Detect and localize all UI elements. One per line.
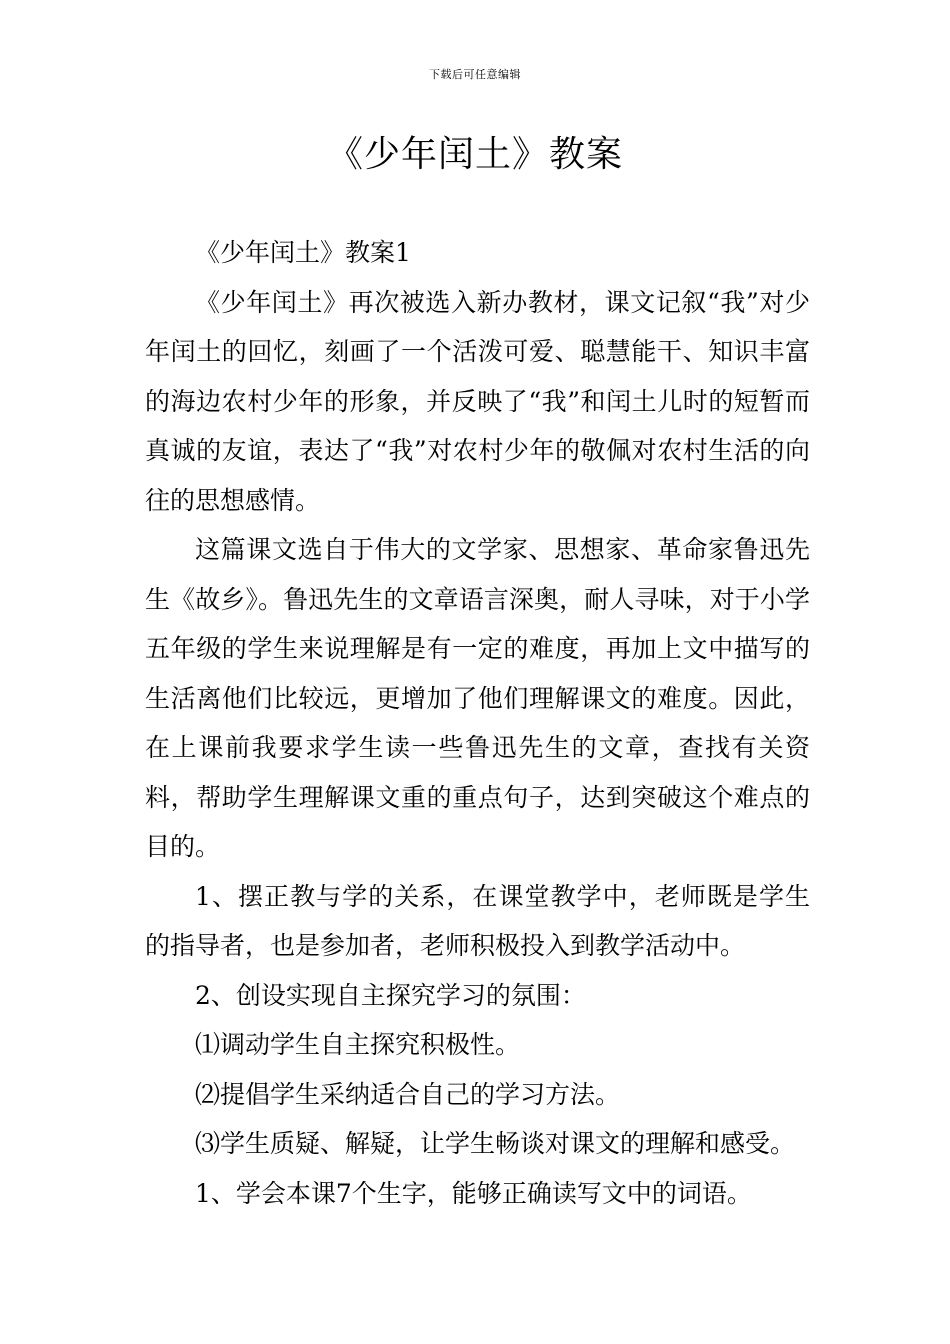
paragraph-subpoint-1: ⑴调动学生自主探究积极性。 [195,1030,521,1059]
paragraph-intro: 《少年闰土》再次被选入新办教材，课文记叙“我”对少年闰土的回忆，刻画了一个活泼可爱、聪慧能干、知识丰富的海边农村少年的形象，并反映了“我”和闰土儿时的短暂而真诚的友谊，表达了“我”对农村少年的敬佩对农村生活的向往的思想感情。 [145,287,810,515]
document-title: 《少年闰土》教案 [326,134,623,175]
paragraph-subpoint-2: ⑵提倡学生采纳适合自己的学习方法。 [195,1079,621,1109]
header-note: 下载后可任意编辑 [429,68,521,81]
paragraph-subpoint-3: ⑶学生质疑、解疑，让学生畅谈对课文的理解和感受。 [195,1129,796,1158]
paragraph-background: 这篇课文选自于伟大的文学家、思想家、革命家鲁迅先生《故乡》。鲁迅先生的文章语言深奥，耐人寻味，对于小学五年级的学生来说理解是有一定的难度，再加上文中描写的生活离他们比较远，更增加了他们理解课文的难度。因此，在上课前我要求学生读一些鲁迅先生的文章，查找有关资料，帮助学生理解课文重的重点句子，达到突破这个难点的目的。 [145,535,810,861]
paragraph-point-2: 2、创设实现自主探究学习的氛围： [195,980,586,1010]
document-body [145,228,810,1218]
paragraph-subtitle: 《少年闰土》教案1 [195,238,411,267]
paragraph-point-1: 1、摆正教与学的关系，在课堂教学中，老师既是学生的指导者，也是参加者，老师积极投入到教学活动中。 [145,881,810,960]
paragraph-goal-1: 1、学会本课7个生字，能够正确读写文中的词语。 [195,1178,752,1208]
